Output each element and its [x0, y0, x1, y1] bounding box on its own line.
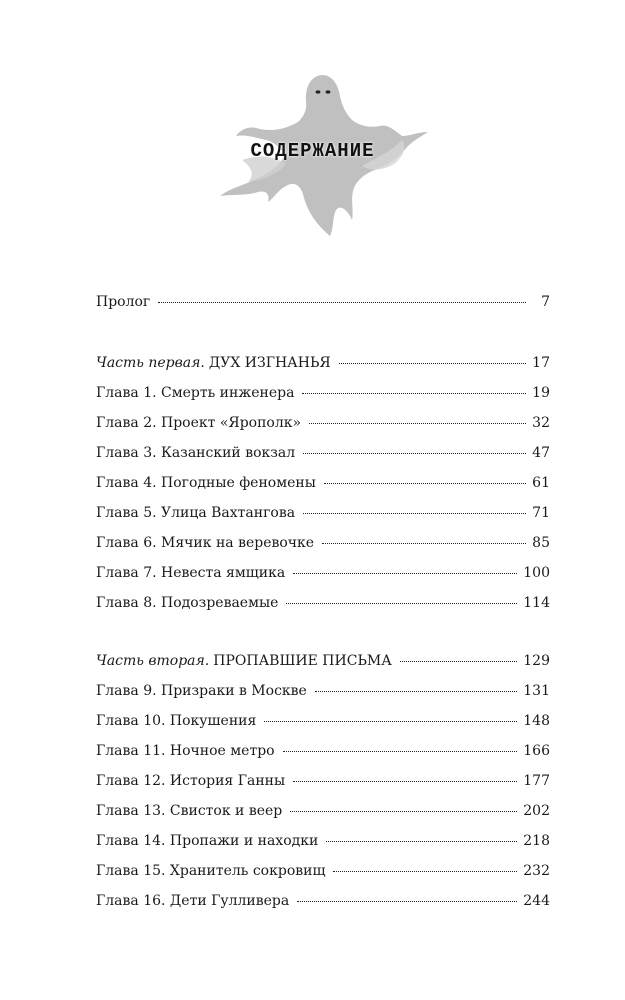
toc-row-chapter — [96, 796, 550, 826]
page-number: 100 — [523, 565, 550, 581]
entry-title: Глава 6. Мячик на веревочке — [96, 535, 315, 551]
dot-leader — [309, 422, 526, 424]
toc-row-chapter — [96, 826, 550, 856]
entry-title: Глава 14. Пропажи и находки — [96, 833, 319, 849]
entry-title: Глава 8. Подозреваемые — [96, 595, 279, 611]
dot-leader — [264, 720, 517, 722]
page-number: 244 — [523, 893, 550, 909]
toc-row-part-heading — [96, 646, 550, 676]
entry-title: Пролог — [96, 294, 151, 310]
toc-row-chapter — [96, 706, 550, 736]
entry-title: Глава 7. Невеста ямщика — [96, 565, 286, 581]
dot-leader — [158, 301, 526, 303]
page-number: 32 — [532, 415, 550, 431]
toc-row-chapter — [96, 438, 550, 468]
page-number: 131 — [523, 683, 550, 699]
dot-leader — [302, 392, 526, 394]
part-label: Часть вторая. — [96, 653, 210, 669]
dot-leader — [303, 452, 526, 454]
page-number: 61 — [532, 475, 550, 491]
entry-title: Глава 15. Хранитель сокровищ — [96, 863, 326, 879]
dot-leader — [290, 810, 517, 812]
page-number: 129 — [523, 653, 550, 669]
part-label: Часть первая. — [96, 355, 205, 371]
entry-title: Глава 11. Ночное метро — [96, 743, 275, 759]
dot-leader — [326, 840, 517, 842]
toc-row-chapter — [96, 408, 550, 438]
toc-row-chapter — [96, 736, 550, 766]
page-number: 17 — [532, 355, 550, 371]
page-number: 232 — [523, 863, 550, 879]
dot-leader — [293, 572, 517, 574]
entry-title: Глава 12. История Ганны — [96, 773, 286, 789]
page-number: 7 — [541, 294, 550, 310]
dot-leader — [283, 750, 518, 752]
part-title: ПРОПАВШИЕ ПИСЬМА — [213, 653, 392, 669]
toc-prologue — [96, 287, 550, 317]
page-number: 19 — [532, 385, 550, 401]
page-number: 218 — [523, 833, 550, 849]
toc-row-chapter — [96, 856, 550, 886]
entry-title: Глава 2. Проект «Ярополк» — [96, 415, 302, 431]
dot-leader — [324, 482, 526, 484]
page-number: 166 — [523, 743, 550, 759]
toc-part-2 — [96, 646, 550, 916]
toc-row-chapter — [96, 378, 550, 408]
toc-row-chapter — [96, 886, 550, 916]
page-number: 71 — [532, 505, 550, 521]
page-number: 148 — [523, 713, 550, 729]
entry-title: Глава 13. Свисток и веер — [96, 803, 283, 819]
dot-leader — [339, 362, 526, 364]
dot-leader — [286, 602, 517, 604]
entry-title: Глава 9. Призраки в Москве — [96, 683, 307, 699]
toc-part-1 — [96, 348, 550, 618]
entry-title: Глава 3. Казанский вокзал — [96, 445, 296, 461]
part-title: ДУХ ИЗГНАНЬЯ — [208, 355, 331, 371]
page-number: 177 — [523, 773, 550, 789]
page-title: СОДЕРЖАНИЕ — [250, 140, 375, 162]
entry-title: Глава 4. Погодные феномены — [96, 475, 316, 491]
toc-row-chapter — [96, 676, 550, 706]
toc-row-chapter — [96, 558, 550, 588]
entry-title: Глава 16. Дети Гулливера — [96, 893, 290, 909]
toc-row-part-heading — [96, 348, 550, 378]
page-number: 85 — [532, 535, 550, 551]
dot-leader — [303, 512, 526, 514]
page-number: 202 — [523, 803, 550, 819]
dot-leader — [400, 660, 517, 662]
entry-title: Глава 10. Покушения — [96, 713, 257, 729]
toc-row-chapter — [96, 528, 550, 558]
entry-title: Глава 5. Улица Вахтангова — [96, 505, 296, 521]
toc-row-chapter — [96, 588, 550, 618]
dot-leader — [333, 870, 517, 872]
dot-leader — [315, 690, 517, 692]
dot-leader — [322, 542, 526, 544]
toc-row-chapter — [96, 468, 550, 498]
dot-leader — [297, 900, 517, 902]
page-number: 47 — [532, 445, 550, 461]
toc-row-chapter — [96, 498, 550, 528]
page-number: 114 — [523, 595, 550, 611]
toc-row-chapter — [96, 766, 550, 796]
dot-leader — [293, 780, 517, 782]
entry-title: Глава 1. Смерть инженера — [96, 385, 295, 401]
toc-row-prologue — [96, 287, 550, 317]
